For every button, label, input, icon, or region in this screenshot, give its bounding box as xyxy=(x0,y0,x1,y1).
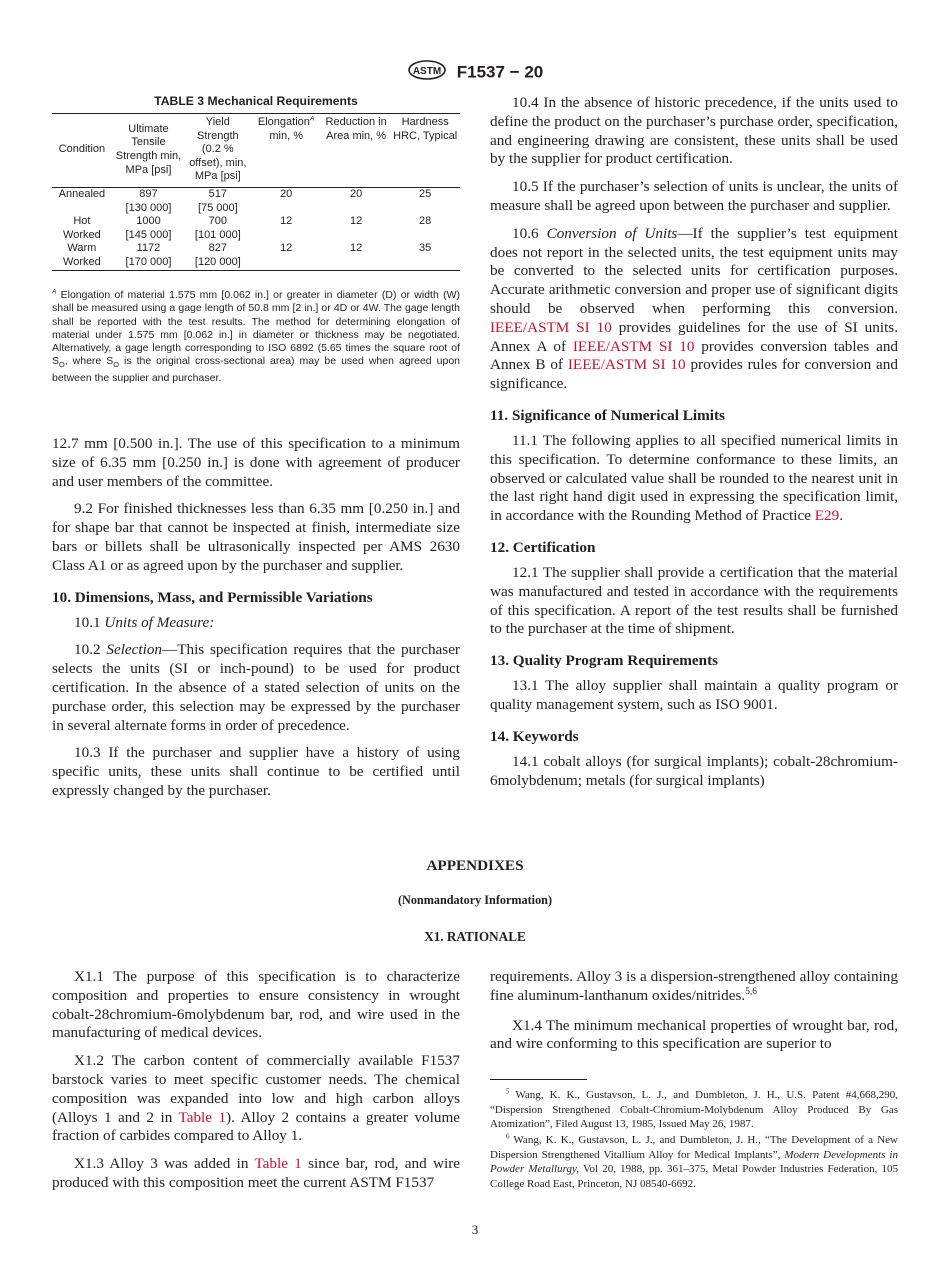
paragraph-10-4: 10.4 In the absence of historic precedence, if the units used to define the product on the purchaser’s purchase order, specification, and engineering drawing are consistent, these units shall be used by the supplier for product certification. xyxy=(490,94,898,168)
paragraph-13-1: 13.1 The alloy supplier shall maintain a quality program or quality management system, such as ISO 9001. xyxy=(490,677,898,713)
cell-condition: Hot Worked xyxy=(63,215,101,241)
col-reduction: Reduction in Area min, % xyxy=(325,116,387,142)
col-elongation-unit: min, % xyxy=(269,129,303,142)
appendix-title: APPENDIXES xyxy=(426,857,524,874)
footnote-divider xyxy=(490,1079,587,1080)
section-13-heading: 13. Quality Program Requirements xyxy=(490,652,719,670)
paragraph-10-1: 10.1 Units of Measure: xyxy=(74,613,215,631)
col-elongation-label: Elongation xyxy=(257,116,310,128)
paragraph-x1-3-continued: requirements. Alloy 3 is a dispersion-strengthened alloy containing fine aluminum-lanthanum oxides/nitrides.$^{5,6}$ xyxy=(490,968,898,1004)
section-10-heading: 10. Dimensions, Mass, and Permissible Variations xyxy=(52,588,373,606)
link-table-1[interactable]: Table 1 xyxy=(254,1155,302,1173)
cell-hrc: 28 xyxy=(419,215,432,228)
left-column xyxy=(52,435,460,801)
paragraph-10-3: 10.3 If the purchaser and supplier have a history of using specific units, these units shall continue to be certified until expressly changed by the purchaser. xyxy=(52,744,460,799)
paragraph-10-5: 10.5 If the purchaser’s selection of units is unclear, the units of measure shall be agreed upon between the purchaser and supplier. xyxy=(490,178,898,214)
paragraph-x1-2: X1.2 The carbon content of commercially available F1537 barstock varies to meet specific customer needs. The chemical composition was expanded into low and high carbon alloys (Alloys 1 and 2 in Table 1). Alloy 2 contains a greater volume fraction of carbides compared to Alloy 1. xyxy=(52,1052,461,1145)
table-footnote: $^A$ Elongation of material 1.575 mm [0.062 in.] or greater in diameter (D) or width (W) shall be measured using a gage length of 50.8 mm [2 in.] or 4D or 4W. The gage length shall be reported with the test results. The method for determining elongation of material under 1.575 mm [0.062 in.] in diameter or thickness may be negotiated. Alternatively, a gage length corresponding to ISO 6892 (5.65 times the square root of $S_O$, where $S_O$ is the original cross-sectional area) may be used when agreed upon between the supplier and purchaser. xyxy=(52,288,460,384)
astm-logo-text: ASTM xyxy=(412,66,441,77)
col-elongation xyxy=(250,114,321,188)
cell-elong: 12 xyxy=(280,242,293,255)
cell-condition: Annealed xyxy=(58,187,106,200)
link-table-1[interactable]: Table 1 xyxy=(178,1108,227,1126)
cell-ys: 827 [120 000] xyxy=(194,242,241,268)
mechanical-requirements-table xyxy=(52,113,460,271)
paragraph-12-1: 12.1 The supplier shall provide a certification that the material was manufactured and tested in accordance with the requirements of this specification. A report of the test results shall be furnished to the purchaser at the time of shipment. xyxy=(490,563,898,638)
paragraph-x1-1: X1.1 The purpose of this specification is to characterize composition and properties to ensure consistency in wrought cobalt-28chromium-6molybdenum bar, rod, and wire used in the manufacturing of medical devices. xyxy=(52,968,460,1042)
link-e29[interactable]: E29 xyxy=(814,507,840,525)
page-header xyxy=(0,60,950,85)
col-ys: Yield Strength (0.2 % offset), min, MPa [psi] xyxy=(189,116,247,183)
appendix-subtitle: (Nonmandatory Information) xyxy=(397,893,553,907)
cell-ra: 20 xyxy=(349,187,363,200)
paragraph-x1-4: X1.4 The minimum mechanical properties of wrought bar, rod, and wire conforming to this specification are superior to xyxy=(490,1016,898,1053)
footnote-5: $^5$ Wang, K. K., Gustavson, L. J., and Dumbleton, J. H., U.S. Patent #4,668,290, “Dispersion Strengthened Cobalt-Chromium-Molybdenum Alloy Produced By Gas Atomization”, Filed August 13, 1985, Issued May 26, 1987. xyxy=(490,1088,898,1130)
table-row xyxy=(52,242,460,270)
section-12-heading: 12. Certification xyxy=(490,538,596,556)
cell-uts: 897 [130 000] xyxy=(125,187,172,214)
cell-elong: 12 xyxy=(280,215,293,228)
paragraph-9-2: 9.2 For finished thicknesses less than 6.35 mm [0.250 in.] and for shape bar that cannot be inspected at finish, intermediate size bars or billets shall be ultrasonically inspected per AMS 2630 Class A1 or as agreed upon by the purchaser and supplier. xyxy=(52,500,460,574)
cell-ys: 700 [101 000] xyxy=(194,215,241,241)
paragraph-10-2: 10.2 Selection—This specification requires that the purchaser selects the units (SI or inch-pound) to be used for product certification. In the absence of a stated selection of units on the purchase order, this selection may be expressed by the purchaser in several alternate forms in order of precedence. xyxy=(52,641,460,734)
footnote-6: $^6$ Wang, K. K., Gustavson, L. J., and Dumbleton, J. H., “The Development of a New Dispersion Strengthened Vitallium Alloy for Medical Implants”, Modern Developments in Powder Metallurgy, Vol 20, 1988, pp. 361–375, Metal Powder Industries Federation, 105 College Road East, Princeton, NJ 08540-6692. xyxy=(490,1133,898,1190)
link-ieee-astm-si10[interactable]: IEEE/ASTM SI 10 xyxy=(490,318,612,336)
col-elongation-sup: A xyxy=(309,115,315,123)
link-ieee-astm-si10[interactable]: IEEE/ASTM SI 10 xyxy=(572,337,695,355)
cell-uts: 1000 [145 000] xyxy=(125,215,172,241)
col-uts: Ultimate Tensile Strength min, MPa [psi] xyxy=(115,122,182,176)
right-column xyxy=(490,94,898,790)
cell-hrc: 25 xyxy=(419,187,432,200)
col-hardness: Hardness HRC, Typical xyxy=(393,116,458,142)
paragraph-x1-3: X1.3 Alloy 3 was added in Table 1 since bar, rod, and wire produced with this composition meet the current ASTM F1537 xyxy=(52,1155,460,1191)
paragraph-continued: 12.7 mm [0.500 in.]. The use of this specification to a minimum size of 6.35 mm [0.250 in.] is done with agreement of producer and user members of the committee. xyxy=(52,435,460,490)
paragraph-14-1: 14.1 cobalt alloys (for surgical implants); cobalt-28chromium-6molybdenum; metals (for surgical implants) xyxy=(490,752,898,789)
appendix-right-column xyxy=(490,968,898,1054)
astm-logo-icon xyxy=(407,60,447,85)
paragraph-10-6: 10.6 Conversion of Units—If the supplier’s test equipment does not report in the selected units, the test equipment units may be converted to the selected units for certification purposes. Accurate arithmetic conversion and proper use of significant digits should be observed when performing this conversion. IEEE/ASTM SI 10 provides guidelines for the use of SI units. Annex A of IEEE/ASTM SI 10 provides conversion tables and Annex B of IEEE/ASTM SI 10 provides rules for conversion and significance. xyxy=(490,224,899,393)
cell-elong: 20 xyxy=(280,187,293,200)
cell-ra: 12 xyxy=(349,215,363,228)
designation: F1537 − 20 xyxy=(456,62,544,82)
col-condition: Condition xyxy=(58,143,106,156)
page-number: 3 xyxy=(471,1222,479,1237)
cell-condition: Warm Worked xyxy=(63,242,101,268)
cell-uts: 1172 [170 000] xyxy=(125,242,172,268)
cell-hrc: 35 xyxy=(419,242,432,255)
cell-ys: 517 [75 000] xyxy=(197,187,238,214)
table-row xyxy=(52,215,460,242)
paragraph-11-1: 11.1 The following applies to all specified numerical limits in this specification. To determine conformance to these limits, an observed or calculated value shall be rounded to the nearest unit in the last right hand digit used in expressing the specification limit, in accordance with the Rounding Method of Practice E29. xyxy=(490,431,898,525)
appendix-section-heading: X1. RATIONALE xyxy=(424,929,526,944)
cell-ra: 12 xyxy=(349,242,363,255)
table-title: TABLE 3 Mechanical Requirements xyxy=(154,94,358,108)
appendix-left-column xyxy=(52,968,460,1193)
section-14-heading: 14. Keywords xyxy=(490,727,579,745)
section-11-heading: 11. Significance of Numerical Limits xyxy=(490,406,725,424)
link-ieee-astm-si10[interactable]: IEEE/ASTM SI 10 xyxy=(567,356,686,374)
table-row xyxy=(52,187,460,215)
